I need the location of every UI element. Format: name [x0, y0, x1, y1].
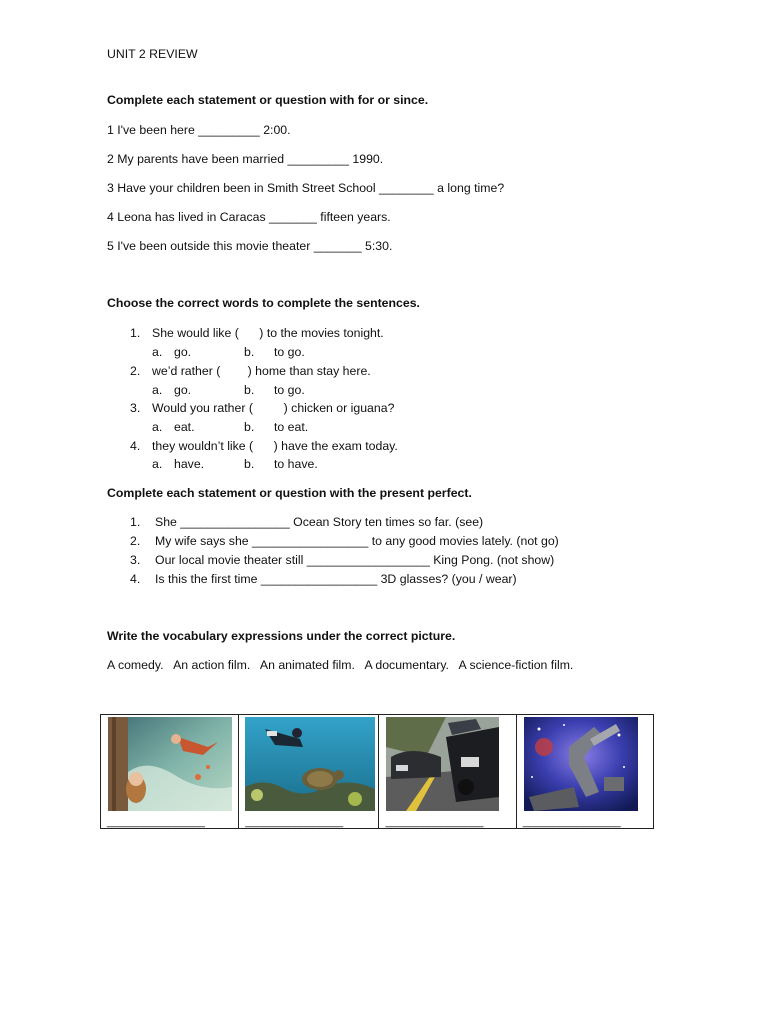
answer-blank: ________________ [385, 816, 484, 828]
section2-heading: Choose the correct words to complete the sentences. [107, 296, 420, 310]
option-a: eat. [174, 420, 195, 434]
item-number: 1. [130, 515, 141, 529]
question-text: we’d rather ( ) home than stay here. [152, 364, 371, 378]
science-fiction-picture [524, 717, 638, 811]
question-number: 2. [130, 364, 141, 378]
answer-blank: ________________ [245, 816, 344, 828]
option-b: to eat. [274, 420, 309, 434]
option-a: have. [174, 457, 205, 471]
option-a-label: a. [152, 383, 163, 397]
item-text: She ________________ Ocean Story ten times so far. (see) [155, 515, 484, 529]
question-number: 1. [130, 326, 141, 340]
option-b: to go. [274, 345, 305, 359]
question-text: She would like ( ) to the movies tonight. [152, 326, 384, 340]
section3-heading: Complete each statement or question with the present perfect. [107, 486, 472, 500]
item-text: My wife says she _________________ to any good movies lately. (not go) [155, 534, 559, 548]
page-title: UNIT 2 REVIEW [107, 47, 198, 61]
question-text: they wouldn’t like ( ) have the exam today. [152, 439, 398, 453]
question-text: Would you rather ( ) chicken or iguana? [152, 401, 395, 415]
option-b-label: b. [244, 420, 255, 434]
action-film-picture [386, 717, 499, 811]
answer-blank: ________________ [107, 816, 205, 828]
option-b-label: b. [244, 345, 255, 359]
vocabulary-expressions: A comedy. An action film. An animated film. A documentary. A science-fiction film. [107, 658, 574, 672]
item-number: 3. [130, 553, 141, 567]
documentary-picture [245, 717, 375, 811]
section1-item: 4 Leona has lived in Caracas _______ fifteen years. [107, 210, 391, 224]
question-number: 4. [130, 439, 141, 453]
question-number: 3. [130, 401, 141, 415]
option-a-label: a. [152, 345, 163, 359]
item-number: 4. [130, 572, 141, 586]
option-b-label: b. [244, 457, 255, 471]
animated-film-picture [108, 717, 232, 811]
picture-cell [516, 715, 653, 829]
option-a-label: a. [152, 457, 163, 471]
option-a: go. [174, 383, 192, 397]
section4-heading: Write the vocabulary expressions under the correct picture. [107, 629, 456, 643]
option-b: to have. [274, 457, 318, 471]
option-a-label: a. [152, 420, 163, 434]
section1-heading: Complete each statement or question with for or since. [107, 93, 429, 107]
section1-item: 5 I've been outside this movie theater _______ 5:30. [107, 239, 393, 253]
item-text: Is this the first time _________________ 3D glasses? (you / wear) [155, 572, 517, 586]
item-text: Our local movie theater still __________________ King Pong. (not show) [155, 553, 555, 567]
item-number: 2. [130, 534, 141, 548]
section1-item: 1 I've been here _________ 2:00. [107, 123, 291, 137]
section1-item: 2 My parents have been married _________ 1990. [107, 152, 384, 166]
option-a: go. [174, 345, 192, 359]
option-b: to go. [274, 383, 305, 397]
picture-cell [101, 715, 239, 829]
section1-item: 3 Have your children been in Smith Street School ________ a long time? [107, 181, 505, 195]
answer-blank: ________________ [522, 816, 621, 828]
picture-table [100, 714, 654, 829]
picture-cell [379, 715, 516, 829]
picture-cell [239, 715, 379, 829]
option-b-label: b. [244, 383, 255, 397]
